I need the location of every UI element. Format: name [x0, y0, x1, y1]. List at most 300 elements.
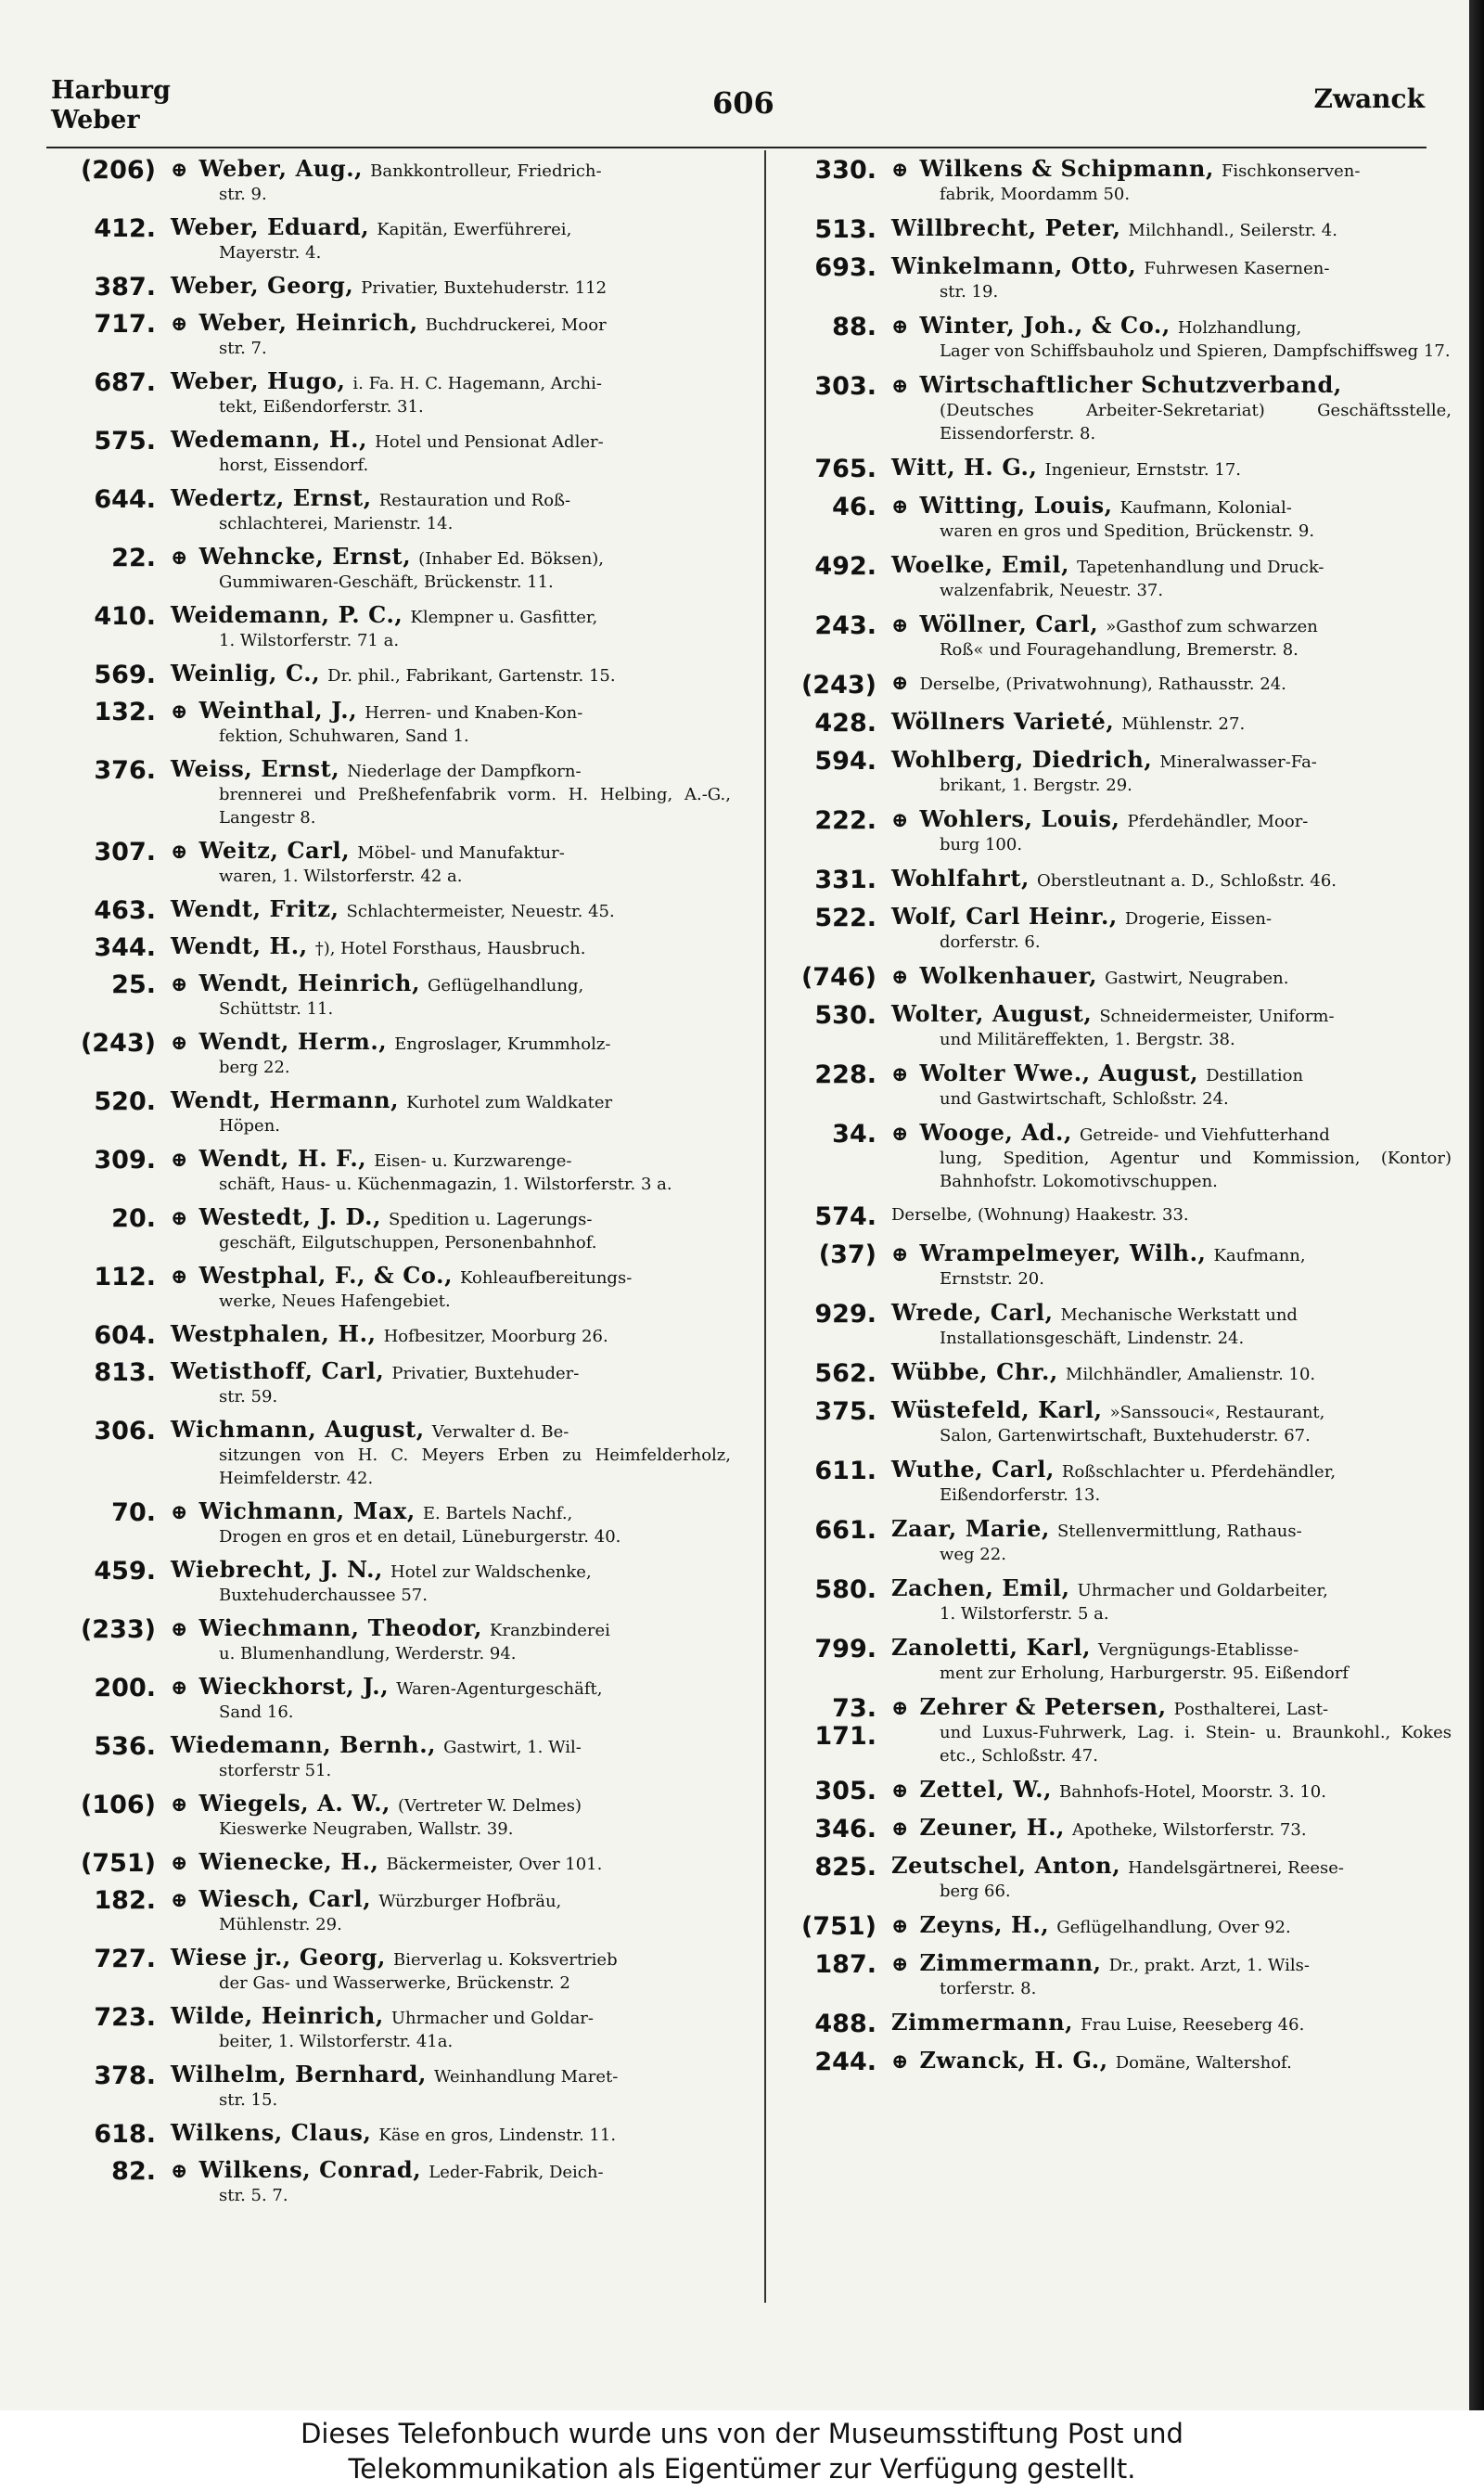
phone-number: 574.: [814, 1202, 876, 1231]
public-phone-icon: ⊕: [171, 700, 188, 724]
entry-text: [171, 366, 731, 418]
entry-description: Getreide- und Viehfutterhand: [1079, 1125, 1330, 1145]
entry-continuation: dorferstr. 6.: [940, 932, 1041, 952]
phone-number: 88.: [832, 313, 876, 341]
subscriber-name: Zanoletti, Karl,: [891, 1634, 1092, 1661]
entry-continuation: Gummiwaren-Geschäft, Brückenstr. 11.: [219, 572, 554, 592]
directory-entry: [774, 1238, 1452, 1291]
phone-number: 799.: [814, 1635, 876, 1663]
entry-description: Frau Luise, Reeseberg 46.: [1081, 2015, 1305, 2035]
directory-entry: [54, 893, 731, 925]
directory-entry: [54, 2059, 731, 2112]
directory-entry: [54, 307, 731, 360]
entry-text: [891, 549, 1452, 602]
subscriber-name: Weidemann, P. C.,: [171, 601, 403, 628]
entry-continuation: schlachterei, Marienstr. 14.: [219, 514, 454, 533]
page-number: 606: [712, 85, 774, 121]
entry-continuation: burg 100.: [940, 835, 1023, 854]
phone-number: 717.: [94, 310, 156, 339]
subscriber-name: Zimmermann,: [919, 1949, 1102, 1976]
phone-number: 307.: [94, 838, 156, 867]
subscriber-name: Weber, Hugo,: [171, 367, 346, 394]
entry-text: [891, 1850, 1452, 1903]
entry-description: Privatier, Buxtehuder-: [391, 1364, 580, 1383]
directory-entry: [774, 1774, 1452, 1805]
subscriber-name: Wichmann, Max,: [198, 1497, 416, 1524]
phone-number: 244.: [814, 2048, 876, 2076]
phone-number: 228.: [814, 1060, 876, 1089]
entry-description: Posthalterei, Last-: [1173, 1700, 1329, 1719]
subscriber-name: Wohlfahrt,: [891, 865, 1030, 892]
entry-text: [891, 1513, 1452, 1566]
entry-text: [171, 307, 731, 360]
entry-text: [171, 1414, 731, 1490]
entry-text: [171, 153, 731, 206]
phone-number: (243): [80, 1029, 156, 1058]
directory-entry: [54, 931, 731, 962]
subscriber-name: Wirtschaftlicher Schutzverband,: [919, 371, 1342, 398]
directory-entry: [54, 212, 731, 264]
entry-text: [891, 803, 1452, 856]
directory-entry: [54, 835, 731, 888]
directory-entry: [774, 1117, 1452, 1193]
entry-description: Gastwirt, Neugraben.: [1105, 969, 1289, 988]
entry-description: Mechanische Werkstatt und: [1060, 1305, 1298, 1325]
public-phone-icon: ⊕: [171, 1031, 188, 1055]
phone-number: 723.: [94, 2003, 156, 2032]
left-column: [54, 153, 731, 2213]
entry-text: [891, 153, 1452, 206]
entry-description: Eisen- u. Kurzwarenge-: [374, 1151, 572, 1171]
entry-description: Herren- und Knaben-Kon-: [365, 703, 583, 723]
subscriber-name: Wooge, Ad.,: [919, 1119, 1072, 1146]
directory-entry: [774, 609, 1452, 662]
directory-entry: [774, 2045, 1452, 2076]
phone-number: 344.: [94, 933, 156, 962]
entry-text: [171, 1942, 731, 1995]
subscriber-name: Wendt, Fritz,: [171, 895, 339, 922]
subscriber-name: Weiss, Ernst,: [171, 755, 340, 782]
directory-entry: [54, 1414, 731, 1490]
public-phone-icon: ⊕: [171, 1206, 188, 1230]
subscriber-name: Weber, Aug.,: [198, 155, 364, 182]
entry-description: Hotel zur Waldschenke,: [390, 1562, 592, 1582]
entry-continuation: und Militäreffekten, 1. Bergstr. 38.: [940, 1030, 1235, 1049]
entry-continuation: werke, Neues Hafengebiet.: [219, 1291, 451, 1311]
directory-entry: [774, 1850, 1452, 1903]
entry-description: (Vertreter W. Delmes): [398, 1796, 582, 1816]
phone-number: 306.: [94, 1417, 156, 1445]
entry-text: [891, 744, 1452, 797]
entry-continuation: Mayerstr. 4.: [219, 243, 322, 263]
public-phone-icon: ⊕: [891, 1817, 909, 1841]
entry-description: Bäckermeister, Over 101.: [386, 1855, 603, 1874]
subscriber-name: Wiebrecht, J. N.,: [171, 1556, 383, 1583]
entry-text: [891, 1812, 1452, 1842]
phone-number: 132.: [94, 698, 156, 726]
entry-description: Handelsgärtnerei, Reese-: [1128, 1858, 1344, 1878]
entry-description: Vergnügungs-Etablisse-: [1098, 1640, 1299, 1660]
phone-number: 813.: [94, 1358, 156, 1387]
entry-continuation: und Luxus-Fuhrwerk, Lag. i. Stein- u. Braunkohl., Kokes etc., Schloßstr. 47.: [940, 1723, 1452, 1766]
entry-description: Oberstleutnant a. D., Schloßstr. 46.: [1036, 871, 1337, 891]
entry-description: Niederlage der Dampfkorn-: [347, 762, 582, 781]
entry-text: [891, 2045, 1452, 2075]
public-phone-icon: ⊕: [891, 1122, 909, 1146]
entry-continuation: Mühlenstr. 29.: [219, 1915, 342, 1934]
directory-entry: [54, 1883, 731, 1936]
public-phone-icon: ⊕: [891, 965, 909, 989]
entry-text: [171, 1496, 731, 1548]
subscriber-name: Wrampelmeyer, Wilh.,: [919, 1240, 1207, 1266]
subscriber-name: Westedt, J. D.,: [198, 1203, 382, 1230]
phone-number: 222.: [814, 806, 876, 835]
directory-entry: [774, 1691, 1452, 1767]
directory-entry: [774, 668, 1452, 700]
public-phone-icon: ⊕: [171, 2159, 188, 2183]
phone-number: 309.: [94, 1146, 156, 1175]
directory-entry: [54, 753, 731, 829]
public-phone-icon: ⊕: [891, 671, 909, 695]
directory-entry: [54, 366, 731, 418]
entry-continuation: Höpen.: [219, 1116, 281, 1136]
directory-entry: [54, 599, 731, 652]
phone-number: 34.: [832, 1120, 876, 1149]
phone-number: 530.: [814, 1001, 876, 1030]
directory-entry: [54, 968, 731, 1021]
subscriber-name: Wohlberg, Diedrich,: [891, 746, 1153, 773]
entry-text: [891, 1947, 1452, 2000]
entry-continuation: fektion, Schuhwaren, Sand 1.: [219, 726, 469, 746]
entry-text: [171, 1729, 731, 1782]
entry-text: [171, 968, 731, 1021]
entry-description: Derselbe, (Privatwohnung), Rathausstr. 24.: [919, 674, 1286, 694]
entry-text: [891, 706, 1452, 736]
entry-continuation: Roß« und Fouragehandlung, Bremerstr. 8.: [940, 640, 1298, 660]
subscriber-name: Wendt, Heinrich,: [198, 970, 421, 996]
phone-number: (751): [800, 1912, 876, 1941]
subscriber-name: Wendt, Herm.,: [198, 1028, 388, 1055]
entry-continuation: 1. Wilstorferstr. 5 a.: [940, 1604, 1109, 1624]
directory-entry: [54, 1612, 731, 1665]
entry-description: Kaufmann, Kolonial-: [1119, 498, 1292, 518]
entry-text: [171, 1201, 731, 1254]
header-city: Harburg: [51, 76, 171, 105]
subscriber-name: Wöllner, Carl,: [919, 610, 1099, 637]
entry-description: Klempner u. Gasfitter,: [410, 608, 598, 627]
phone-number: (751): [80, 1849, 156, 1878]
entry-text: [891, 1200, 1452, 1227]
entry-text: [891, 1774, 1452, 1804]
entry-description: Hotel und Pensionat Adler-: [375, 432, 604, 452]
entry-text: [891, 1909, 1452, 1939]
entry-description: Domäne, Waltershof.: [1115, 2053, 1292, 2073]
entry-text: [171, 931, 731, 960]
public-phone-icon: ⊕: [891, 613, 909, 637]
entry-text: [891, 452, 1452, 482]
entry-description: Verwalter d. Be-: [431, 1422, 569, 1442]
subscriber-name: Wolter Wwe., August,: [919, 1060, 1199, 1086]
column-divider: [764, 150, 766, 2303]
directory-entry: [54, 695, 731, 748]
phone-number: 412.: [94, 214, 156, 243]
public-phone-icon: ⊕: [171, 1500, 188, 1524]
entry-description: Fischkonserven-: [1221, 161, 1361, 181]
phone-number: 112.: [94, 1263, 156, 1291]
entry-continuation: tekt, Eißendorferstr. 31.: [219, 397, 424, 417]
public-phone-icon: ⊕: [171, 1617, 188, 1641]
entry-text: [891, 960, 1452, 990]
ownership-notice: [0, 2410, 1484, 2492]
public-phone-icon: ⊕: [171, 1148, 188, 1172]
phone-number: 727.: [94, 1945, 156, 1973]
subscriber-name: Wieckhorst, J.,: [198, 1673, 390, 1700]
public-phone-icon: ⊕: [171, 1851, 188, 1875]
directory-entry: [54, 1729, 731, 1782]
phone-number: 187.: [814, 1950, 876, 1979]
subscriber-name: Wilkens, Claus,: [171, 2119, 372, 2146]
subscriber-name: Wohlers, Louis,: [919, 805, 1120, 832]
entry-text: [891, 998, 1452, 1051]
phone-number: 575.: [94, 427, 156, 456]
directory-entry: [774, 2007, 1452, 2038]
entry-text: [891, 901, 1452, 954]
subscriber-name: Wiechmann, Theodor,: [198, 1614, 483, 1641]
directory-entry: [774, 960, 1452, 992]
entry-continuation: Buxtehuderchaussee 57.: [219, 1586, 428, 1605]
subscriber-name: Wendt, Hermann,: [171, 1086, 400, 1113]
entry-continuation: u. Blumenhandlung, Werderstr. 94.: [219, 1644, 517, 1663]
public-phone-icon: ⊕: [171, 158, 188, 182]
entry-description: Hofbesitzer, Moorburg 26.: [383, 1327, 608, 1346]
phone-number: (37): [818, 1240, 876, 1269]
phone-number: 488.: [814, 2010, 876, 2038]
entry-description: Mineralwasser-Fa-: [1159, 752, 1317, 772]
public-phone-icon: ⊕: [891, 1242, 909, 1266]
entry-text: [171, 424, 731, 477]
phone-number: 687.: [94, 368, 156, 397]
phone-number: 25.: [111, 970, 156, 999]
public-phone-icon: ⊕: [171, 1265, 188, 1289]
subscriber-name: Zeuner, H.,: [919, 1814, 1065, 1841]
phone-number: 618.: [94, 2120, 156, 2149]
subscriber-name: Zwanck, H. G.,: [919, 2047, 1108, 2074]
subscriber-name: Wolf, Carl Heinr.,: [891, 903, 1118, 930]
entry-text: [891, 1058, 1452, 1111]
directory-entry: [774, 1947, 1452, 2000]
subscriber-name: Wilhelm, Bernhard,: [171, 2061, 427, 2087]
directory-entry: [774, 744, 1452, 797]
directory-entry: [774, 863, 1452, 894]
phone-number: 330.: [814, 156, 876, 185]
public-phone-icon: ⊕: [171, 972, 188, 996]
directory-entry: [774, 212, 1452, 244]
entry-description: †), Hotel Forsthaus, Hausbruch.: [314, 939, 586, 958]
directory-entry: [54, 1355, 731, 1408]
entry-text: [891, 1454, 1452, 1507]
public-phone-icon: ⊕: [171, 1792, 188, 1817]
directory-entry: [54, 1496, 731, 1548]
entry-text: [171, 1355, 731, 1408]
phone-number: 346.: [814, 1815, 876, 1843]
entry-text: [891, 250, 1452, 303]
entry-text: [171, 482, 731, 535]
phone-number: 182.: [94, 1886, 156, 1915]
entry-description: Dr., prakt. Arzt, 1. Wils-: [1108, 1956, 1310, 1975]
phone-number: (243): [800, 671, 876, 700]
directory-entry: [54, 541, 731, 594]
subscriber-name: Wübbe, Chr.,: [891, 1358, 1058, 1385]
entry-text: [171, 835, 731, 888]
directory-entry: [774, 490, 1452, 543]
entry-description: Uhrmacher und Goldar-: [390, 2009, 594, 2028]
entry-description: Weinhandlung Maret-: [433, 2067, 619, 2087]
directory-entry: [774, 1058, 1452, 1111]
phone-number: 580.: [814, 1575, 876, 1604]
subscriber-name: Zaar, Marie,: [891, 1515, 1050, 1542]
subscriber-name: Winter, Joh., & Co.,: [919, 312, 1171, 339]
subscriber-name: Wetisthoff, Carl,: [171, 1357, 385, 1384]
directory-entry: [774, 452, 1452, 483]
entry-description: Kranzbinderei: [490, 1621, 610, 1640]
entry-description: Apotheke, Wilstorferstr. 73.: [1072, 1820, 1307, 1840]
entry-continuation: beiter, 1. Wilstorferstr. 41a.: [219, 2032, 454, 2051]
entry-text: [891, 668, 1452, 696]
directory-entry: [54, 1846, 731, 1878]
entry-continuation: und Gastwirtschaft, Schloßstr. 24.: [940, 1089, 1229, 1109]
phone-number: 387.: [94, 273, 156, 302]
entry-continuation: walzenfabrik, Neuestr. 37.: [940, 581, 1164, 600]
entry-continuation: str. 9.: [219, 185, 267, 204]
phone-number: 825.: [814, 1853, 876, 1882]
phone-number: 428.: [814, 709, 876, 738]
entry-description: Geflügelhandlung,: [428, 976, 584, 996]
entry-description: Schlachtermeister, Neuestr. 45.: [346, 902, 615, 921]
directory-entry: [774, 901, 1452, 954]
entry-description: Würzburger Hofbräu,: [378, 1892, 562, 1911]
entry-description: Möbel- und Manufaktur-: [357, 843, 565, 863]
notice-line-1: Dieses Telefonbuch wurde uns von der Museumsstiftung Post und: [301, 2418, 1183, 2449]
phone-number: 375.: [814, 1397, 876, 1426]
entry-continuation: str. 59.: [219, 1387, 278, 1407]
entry-description: Stellenvermittlung, Rathaus-: [1056, 1522, 1302, 1541]
directory-entry: [774, 1454, 1452, 1507]
phone-number: 569.: [94, 661, 156, 689]
entry-text: [171, 1883, 731, 1936]
subscriber-name: Wehncke, Ernst,: [198, 543, 412, 570]
subscriber-name: Zimmermann,: [891, 2009, 1074, 2036]
entry-continuation: Salon, Gartenwirtschaft, Buxtehuderstr. 67.: [940, 1426, 1311, 1445]
entry-description: Derselbe, (Wohnung) Haakestr. 33.: [891, 1205, 1189, 1225]
entry-description: Drogerie, Eissen-: [1124, 909, 1273, 929]
book-spine-edge: [1469, 0, 1484, 2410]
phone-number: 513.: [814, 215, 876, 244]
entry-continuation: sitzungen von H. C. Meyers Erben zu Heimfelderholz, Heimfelderstr. 42.: [219, 1445, 731, 1488]
entry-continuation: weg 22.: [940, 1545, 1006, 1564]
entry-text: [891, 369, 1452, 445]
phone-number: 644.: [94, 485, 156, 514]
public-phone-icon: ⊕: [891, 808, 909, 832]
header-rule: [46, 147, 1426, 148]
directory-entry: [774, 1200, 1452, 1231]
directory-entry: [54, 2154, 731, 2207]
entry-continuation: 1. Wilstorferstr. 71 a.: [219, 631, 400, 650]
subscriber-name: Wiese jr., Georg,: [171, 1944, 387, 1971]
subscriber-name: Weber, Eduard,: [171, 213, 370, 240]
directory-entry: [54, 424, 731, 477]
entry-description: Milchhändler, Amalienstr. 10.: [1065, 1365, 1316, 1384]
running-header-left: [51, 76, 171, 135]
subscriber-name: Weber, Heinrich,: [198, 309, 418, 336]
phone-number: 463.: [94, 896, 156, 925]
subscriber-name: Weitz, Carl,: [198, 837, 351, 864]
directory-entry: [54, 1554, 731, 1607]
entry-continuation: geschäft, Eilgutschuppen, Personenbahnhof.: [219, 1233, 597, 1252]
directory-entry: [774, 1909, 1452, 1941]
entry-text: [891, 212, 1452, 242]
public-phone-icon: ⊕: [891, 1696, 909, 1720]
phone-number: 562.: [814, 1359, 876, 1388]
public-phone-icon: ⊕: [891, 374, 909, 398]
entry-description: Spedition u. Lagerungs-: [389, 1210, 593, 1229]
entry-description: »Sanssouci«, Restaurant,: [1109, 1403, 1325, 1422]
public-phone-icon: ⊕: [891, 1779, 909, 1803]
entry-text: [891, 1238, 1452, 1291]
directory-entry: [774, 803, 1452, 856]
phone-number: (206): [80, 156, 156, 185]
public-phone-icon: ⊕: [891, 495, 909, 519]
subscriber-name: Wedertz, Ernst,: [171, 484, 372, 511]
phone-number: 929.: [814, 1300, 876, 1329]
public-phone-icon: ⊕: [891, 2049, 909, 2074]
entry-text: [171, 2000, 731, 2053]
entry-text: [171, 893, 731, 923]
phone-number: 376.: [94, 756, 156, 785]
entry-continuation: berg 66.: [940, 1882, 1011, 1901]
phone-number: (106): [80, 1791, 156, 1819]
entry-continuation: waren, 1. Wilstorferstr. 42 a.: [219, 867, 463, 886]
directory-entry: [774, 549, 1452, 602]
phone-number: 73. 171.: [814, 1694, 876, 1751]
subscriber-name: Wiesch, Carl,: [198, 1885, 372, 1912]
entry-description: i. Fa. H. C. Hagemann, Archi-: [352, 374, 602, 393]
subscriber-name: Witting, Louis,: [919, 492, 1113, 519]
entry-text: [891, 863, 1452, 893]
entry-description: Kaufmann,: [1213, 1246, 1306, 1265]
entry-text: [171, 695, 731, 748]
phone-number: 492.: [814, 552, 876, 581]
subscriber-name: Wedemann, H.,: [171, 426, 368, 453]
entry-text: [891, 2007, 1452, 2036]
entry-continuation: Schüttstr. 11.: [219, 999, 334, 1019]
directory-entry: [54, 482, 731, 535]
entry-continuation: str. 19.: [940, 282, 999, 302]
directory-entry: [54, 1671, 731, 1724]
subscriber-name: Zeyns, H.,: [919, 1911, 1050, 1938]
entry-text: [171, 541, 731, 594]
entry-text: [891, 310, 1452, 363]
subscriber-name: Wiedemann, Bernh.,: [171, 1731, 437, 1758]
directory-entry: [54, 658, 731, 689]
public-phone-icon: ⊕: [891, 315, 909, 339]
entry-continuation: str. 15.: [219, 2090, 278, 2110]
directory-entry: [774, 1632, 1452, 1685]
entry-continuation: waren en gros und Spedition, Brückenstr. 9.: [940, 521, 1315, 541]
phone-number: 536.: [94, 1732, 156, 1761]
entry-description: Fuhrwesen Kasernen-: [1144, 259, 1330, 278]
directory-entry: [54, 1260, 731, 1313]
entry-text: [171, 2154, 731, 2207]
